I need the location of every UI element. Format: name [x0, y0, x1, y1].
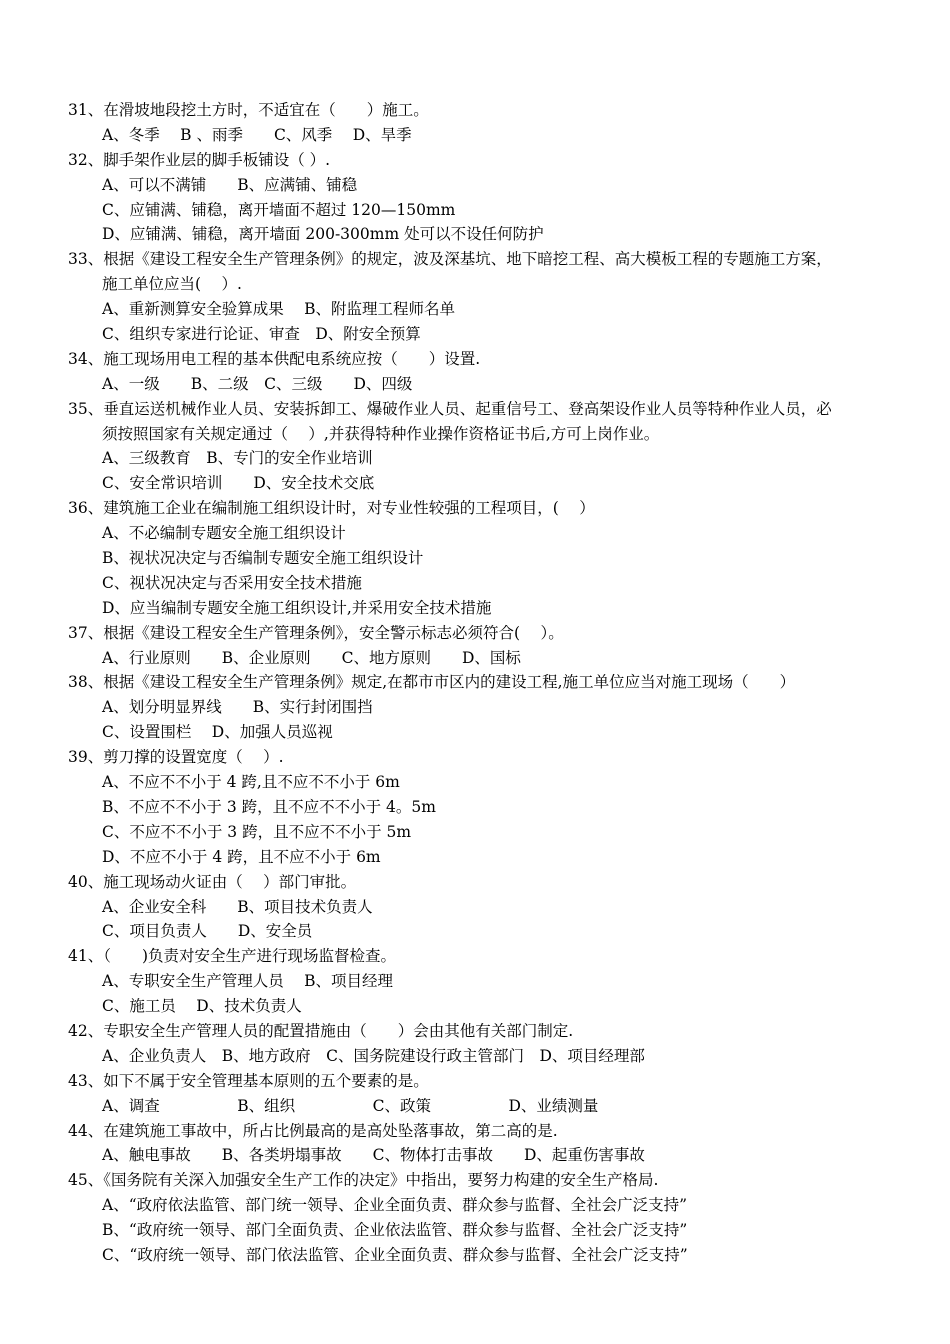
question-line: 35、垂直运送机械作业人员、安装拆卸工、爆破作业人员、起重信号工、登高架设作业人员等特种作业人员，必	[68, 399, 832, 418]
question-line: 41、（ )负责对安全生产进行现场监督检查。	[68, 947, 397, 966]
choice-line: A、行业原则 B、企业原则 C、地方原则 D、国标	[102, 648, 521, 667]
choice-line: C、不应不不小于 3 跨，且不应不不小于 5m	[102, 822, 412, 841]
choice-line: B、不应不不小于 3 跨，且不应不不小于 4。5m	[102, 797, 436, 816]
question-line: 33、根据《建设工程安全生产管理条例》的规定，波及深基坑、地下暗挖工程、高大模板工程的专题施工方案，	[68, 250, 832, 269]
choice-line: C、组织专家进行论证、审查 D、附安全预算	[102, 325, 421, 344]
choice-line: A、重新测算安全验算成果 B、附监理工程师名单	[102, 300, 456, 319]
document-page	[0, 98, 950, 1268]
question-line: 32、脚手架作业层的脚手板铺设（ ）.	[68, 150, 331, 169]
question-line: 31、在滑坡地段挖土方时，不适宜在（ ）施工。	[68, 101, 429, 119]
question-line: 39、剪刀撑的设置宽度（ ）.	[68, 748, 284, 767]
choice-line: A、冬季 B 、雨季 C、风季 D、旱季	[102, 125, 412, 144]
choice-line: C、项目负责人 D、安全员	[102, 922, 313, 941]
question-line: 40、施工现场动火证由（ ）部门审批。	[68, 872, 357, 891]
choice-line: C、视状况决定与否采用安全技术措施	[102, 573, 362, 592]
question-line: 45、《国务院有关深入加强安全生产工作的决定》中指出，要努力构建的安全生产格局.	[68, 1171, 659, 1190]
question-line: 43、如下不属于安全管理基本原则的五个要素的是。	[68, 1071, 429, 1090]
choice-line: C、施工员 D、技术负责人	[102, 997, 302, 1016]
choice-line: A、专职安全生产管理人员 B、项目经理	[102, 972, 394, 991]
choice-line: B、视状况决定与否编制专题安全施工组织设计	[102, 549, 424, 568]
choice-line: A、不必编制专题安全施工组织设计	[102, 524, 346, 543]
choice-line: A、企业安全科 B、项目技术负责人	[102, 897, 373, 916]
question-line: 36、建筑施工企业在编制施工组织设计时，对专业性较强的工程项目，( ）	[68, 499, 595, 518]
choice-line: C、安全常识培训 D、安全技术交底	[102, 474, 375, 493]
choice-line: A、一级 B、二级 C、三级 D、四级	[102, 374, 413, 393]
question-line: 34、施工现场用电工程的基本供配电系统应按（ ）设置.	[68, 349, 481, 368]
choice-line: A、不应不不小于 4 跨,且不应不不小于 6m	[102, 773, 400, 792]
choice-line: C、应铺满、铺稳，离开墙面不超过 120—150mm	[102, 200, 456, 219]
question-continuation: 施工单位应当( ）.	[102, 275, 242, 294]
question-line: 42、专职安全生产管理人员的配置措施由（ ）会由其他有关部门制定.	[68, 1021, 574, 1040]
choice-line: C、“政府统一领导、部门依法监管、企业全面负责、群众参与监督、全社会广泛支持”	[102, 1245, 688, 1264]
choice-line: A、“政府依法监管、部门统一领导、企业全面负责、群众参与监督、全社会广泛支持”	[102, 1196, 688, 1215]
choice-line: B、“政府统一领导、部门全面负责、企业依法监管、群众参与监督、全社会广泛支持”	[102, 1221, 688, 1240]
choice-line: A、三级教育 B、专门的安全作业培训	[102, 449, 373, 468]
question-line: 44、在建筑施工事故中，所占比例最高的是高处坠落事故，第二高的是.	[68, 1121, 558, 1140]
choice-line: A、可以不满铺 B、应满铺、铺稳	[102, 175, 358, 194]
choice-line: D、应铺满、铺稳，离开墙面 200-300mm 处可以不设任何防护	[102, 225, 544, 244]
choice-line: D、不应不小于 4 跨，且不应不小于 6m	[102, 847, 381, 866]
question-line: 37、根据《建设工程安全生产管理条例》，安全警示标志必须符合( ）。	[68, 623, 564, 642]
choice-line: A、触电事故 B、各类坍塌事故 C、物体打击事故 D、起重伤害事故	[102, 1146, 645, 1165]
choice-line: A、划分明显界线 B、实行封闭围挡	[102, 698, 373, 717]
choice-line: D、应当编制专题安全施工组织设计,并采用安全技术措施	[102, 598, 492, 617]
question-continuation: 须按照国家有关规定通过（ ）,并获得特种作业操作资格证书后,方可上岗作业。	[102, 424, 660, 443]
choice-line: C、设置围栏 D、加强人员巡视	[102, 723, 333, 742]
choice-line: A、调查 B、组织 C、政策 D、业绩测量	[102, 1096, 599, 1115]
question-line: 38、根据《建设工程安全生产管理条例》规定,在都市市区内的建设工程,施工单位应当对施工现场（ ）	[68, 673, 796, 692]
choice-line: A、企业负责人 B、地方政府 C、国务院建设行政主管部门 D、项目经理部	[102, 1046, 645, 1065]
